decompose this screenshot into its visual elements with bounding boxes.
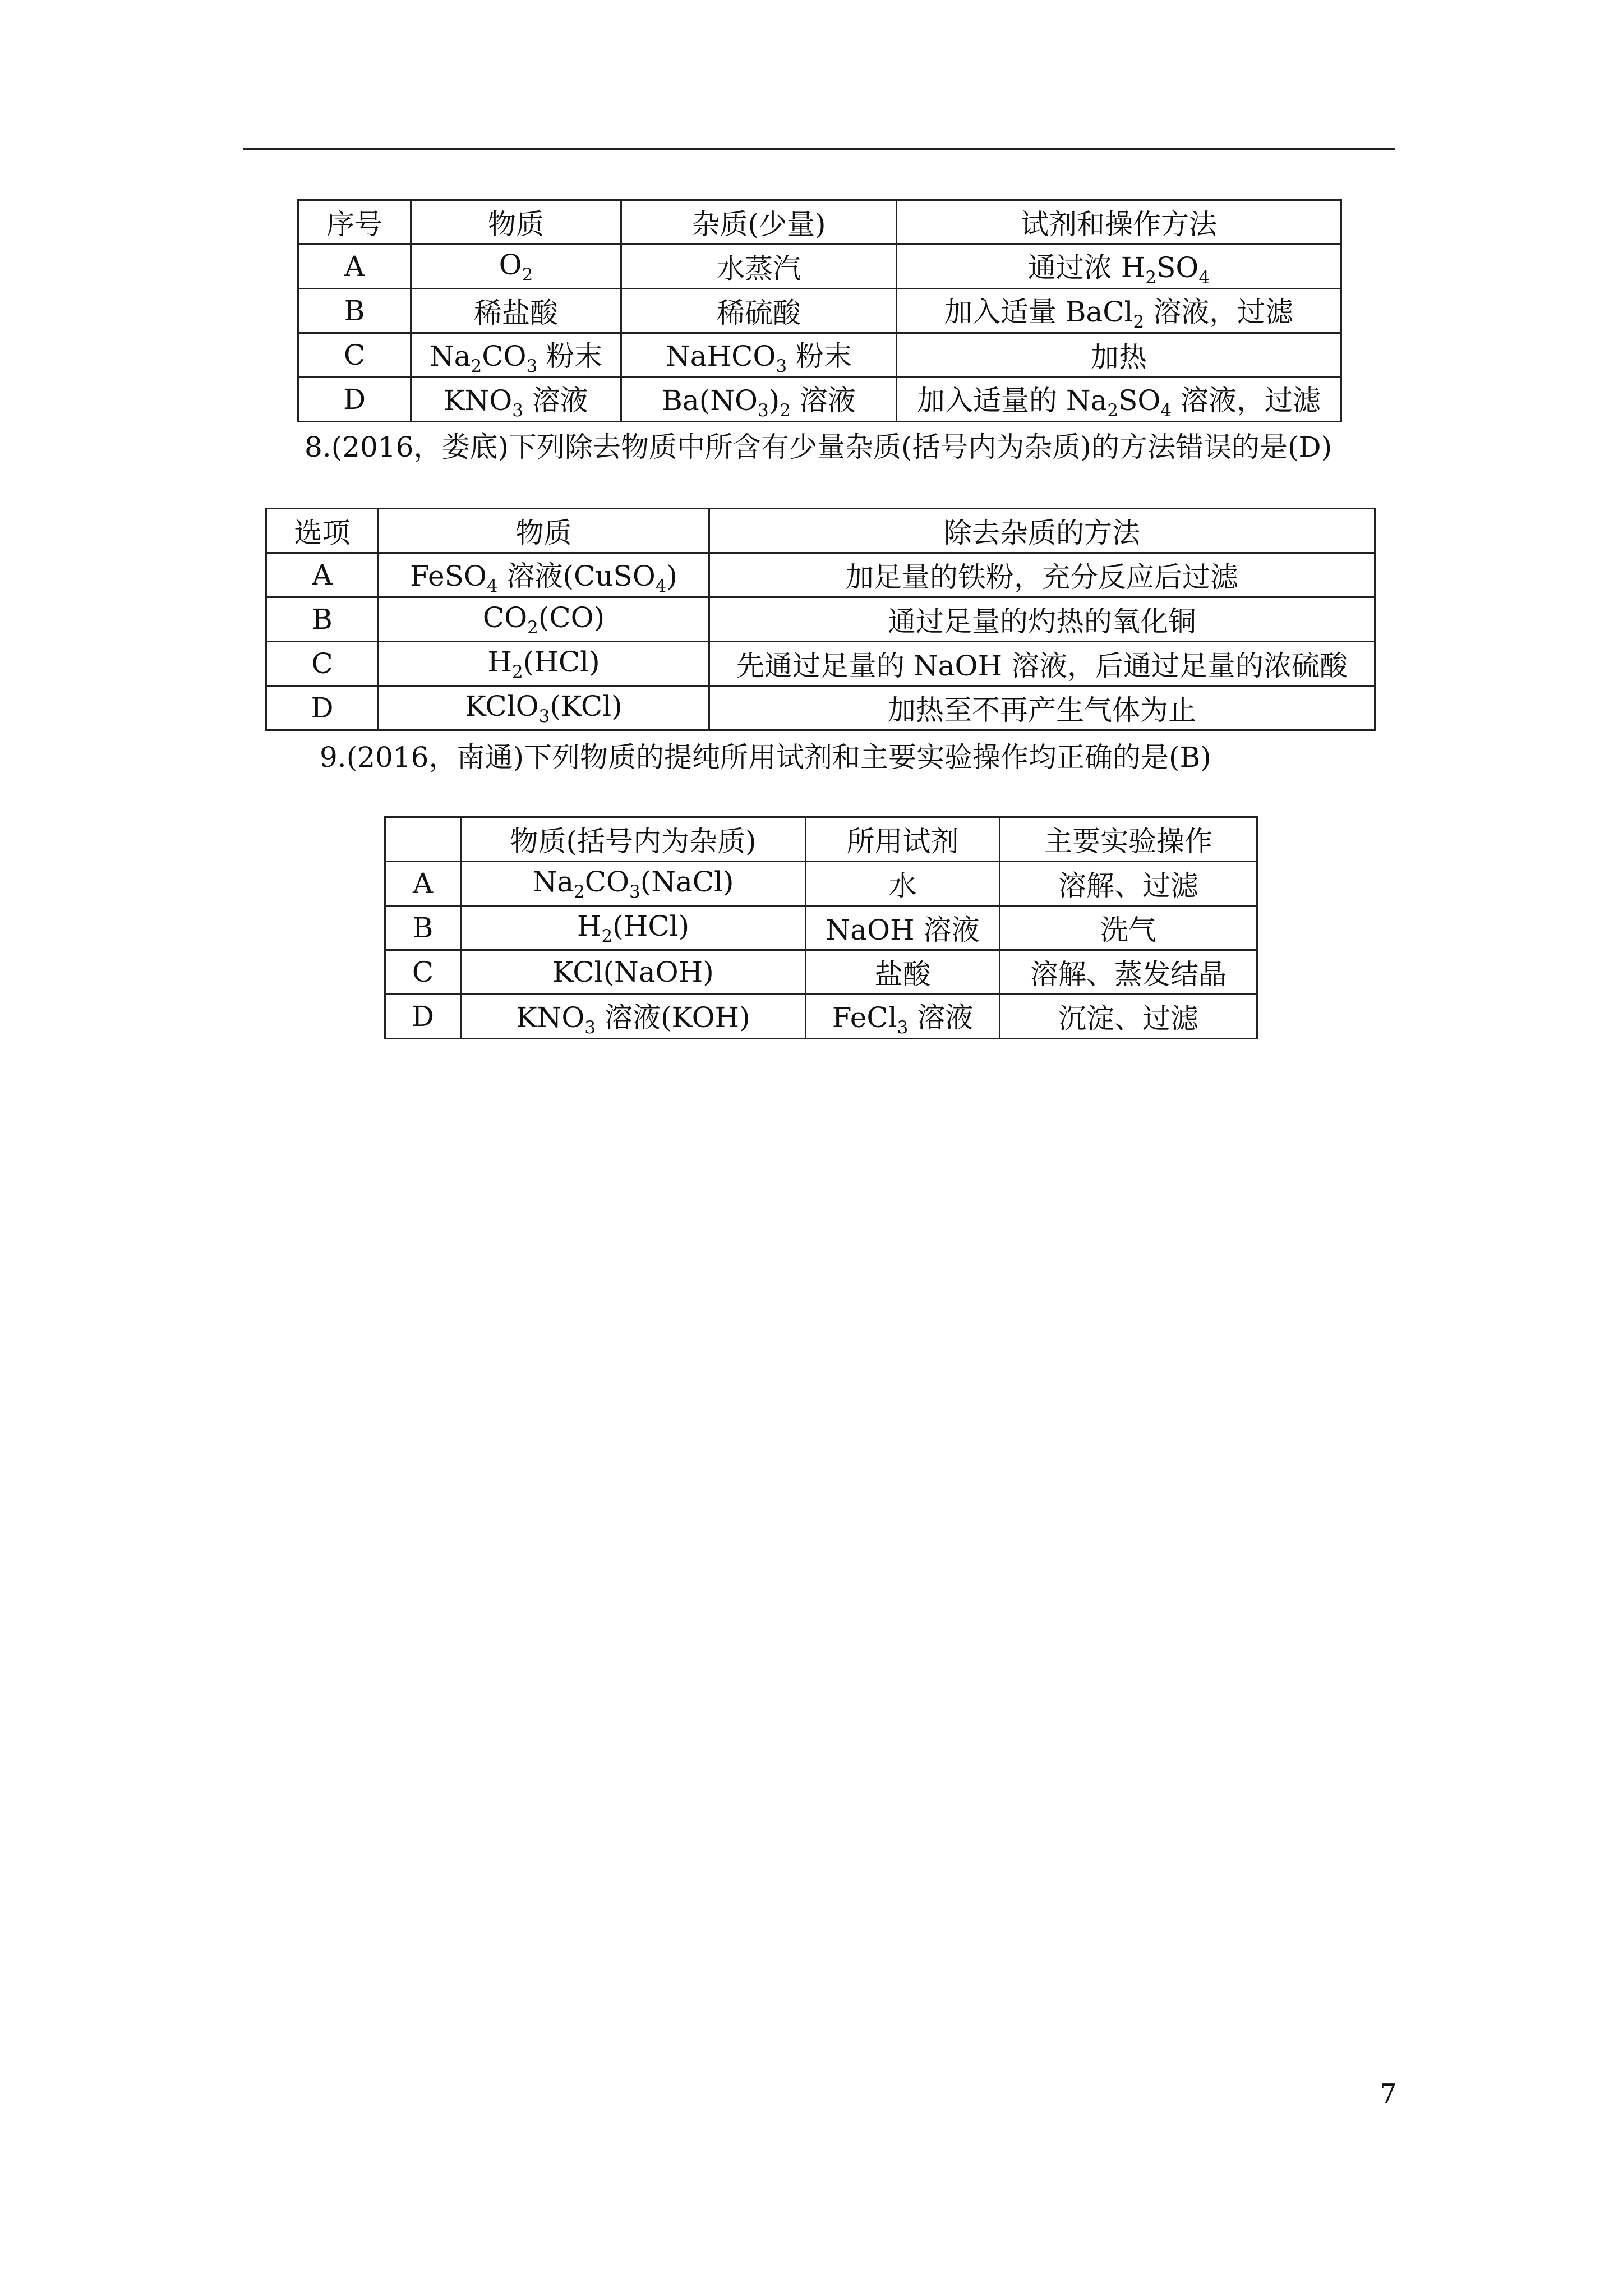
- table-cell: $KNO_3$ 溶液: [411, 378, 621, 422]
- table-cell: C: [266, 642, 379, 686]
- table-cell: 通过足量的灼热的氧化铜: [709, 597, 1375, 642]
- table-row: [298, 289, 1341, 333]
- table-row: [385, 950, 1257, 995]
- header-cell: 物质: [411, 200, 621, 245]
- table-cell: FeCl$_3$ 溶液: [806, 995, 1000, 1039]
- table-cell: D: [266, 686, 379, 730]
- table-purification: [384, 816, 1258, 1039]
- table-cell: 洗气: [1000, 906, 1257, 950]
- table-cell: C: [298, 333, 411, 378]
- table-header-row: [266, 509, 1375, 553]
- table-cell: $KNO_3$ 溶液(KOH): [461, 995, 806, 1039]
- table-cell: $Na_2CO_3(NaCl)$: [461, 862, 806, 906]
- table-cell: 溶解、过滤: [1000, 862, 1257, 906]
- header-cell: 主要实验操作: [1000, 817, 1257, 862]
- table-row: [266, 642, 1375, 686]
- table-cell: KClO$_3$(KCl): [379, 686, 709, 730]
- header-cell: 试剂和操作方法: [897, 200, 1341, 245]
- table-cell: 水: [806, 862, 1000, 906]
- table-cell: FeSO$_4$ 溶液(CuSO$_4$): [379, 553, 709, 597]
- table-cell: 稀盐酸: [411, 289, 621, 333]
- table-cell: A: [385, 862, 461, 906]
- table-cell: A: [298, 245, 411, 289]
- table-cell: 稀硫酸: [621, 289, 897, 333]
- table-cell: $O_2$: [411, 245, 621, 289]
- table-cell: B: [266, 597, 379, 642]
- table-cell: B: [385, 906, 461, 950]
- page-number: 7: [1380, 2078, 1397, 2110]
- table-cell: 沉淀、过滤: [1000, 995, 1257, 1039]
- table-cell: B: [298, 289, 411, 333]
- table-header-row: [385, 817, 1257, 862]
- header-cell: 序号: [298, 200, 411, 245]
- table-body: [298, 200, 1341, 422]
- table-cell: 溶解、蒸发结晶: [1000, 950, 1257, 995]
- table-cell: $Na_2CO_3$ 粉末: [411, 333, 621, 378]
- table-cell: $CO_2(CO)$: [379, 597, 709, 642]
- table-cell: A: [266, 553, 379, 597]
- table-cell: 加入适量的 $Na_2SO_4$ 溶液，过滤: [897, 378, 1341, 422]
- table-header-row: [298, 200, 1341, 245]
- table-cell: D: [298, 378, 411, 422]
- header-cell: 杂质(少量): [621, 200, 897, 245]
- table-cell: KCl(NaOH): [461, 950, 806, 995]
- table-row: [266, 597, 1375, 642]
- table-cell: NaOH 溶液: [806, 906, 1000, 950]
- table-cell: 加入适量 BaCl$_2$ 溶液，过滤: [897, 289, 1341, 333]
- table-row: [298, 245, 1341, 289]
- header-cell: 所用试剂: [806, 817, 1000, 862]
- header-cell: [385, 817, 461, 862]
- table-cell: 水蒸汽: [621, 245, 897, 289]
- table-body: [266, 509, 1375, 730]
- question-9: 9.(2016，南通)下列物质的提纯所用试剂和主要实验操作均正确的是(B): [320, 741, 1211, 774]
- table-cell: 通过浓 $H_2SO_4$: [897, 245, 1341, 289]
- table-cell: 加热: [897, 333, 1341, 378]
- table-row: [298, 378, 1341, 422]
- table-impurity-removal-2: [265, 508, 1376, 731]
- header-cell: 选项: [266, 509, 379, 553]
- table-cell: $Ba(NO_3)_2$ 溶液: [621, 378, 897, 422]
- table-cell: NaHCO$_3$ 粉末: [621, 333, 897, 378]
- table-cell: 盐酸: [806, 950, 1000, 995]
- table-cell: $H_2(HCl)$: [461, 906, 806, 950]
- table-cell: 先通过足量的 NaOH 溶液，后通过足量的浓硫酸: [709, 642, 1375, 686]
- table-impurity-removal-1: [297, 199, 1342, 422]
- header-cell: 除去杂质的方法: [709, 509, 1375, 553]
- header-cell: 物质: [379, 509, 709, 553]
- table-cell: D: [385, 995, 461, 1039]
- table-row: [266, 686, 1375, 730]
- table-row: [385, 906, 1257, 950]
- header-rule: [243, 148, 1395, 150]
- table-row: [385, 995, 1257, 1039]
- table-cell: 加热至不再产生气体为止: [709, 686, 1375, 730]
- table-cell: C: [385, 950, 461, 995]
- table-cell: 加足量的铁粉，充分反应后过滤: [709, 553, 1375, 597]
- table-row: [298, 333, 1341, 378]
- table-row: [385, 862, 1257, 906]
- table-cell: $H_2(HCl)$: [379, 642, 709, 686]
- table-row: [266, 553, 1375, 597]
- table-body: [385, 817, 1257, 1039]
- header-cell: 物质(括号内为杂质): [461, 817, 806, 862]
- question-8: 8.(2016，娄底)下列除去物质中所含有少量杂质(括号内为杂质)的方法错误的是(D): [305, 431, 1332, 463]
